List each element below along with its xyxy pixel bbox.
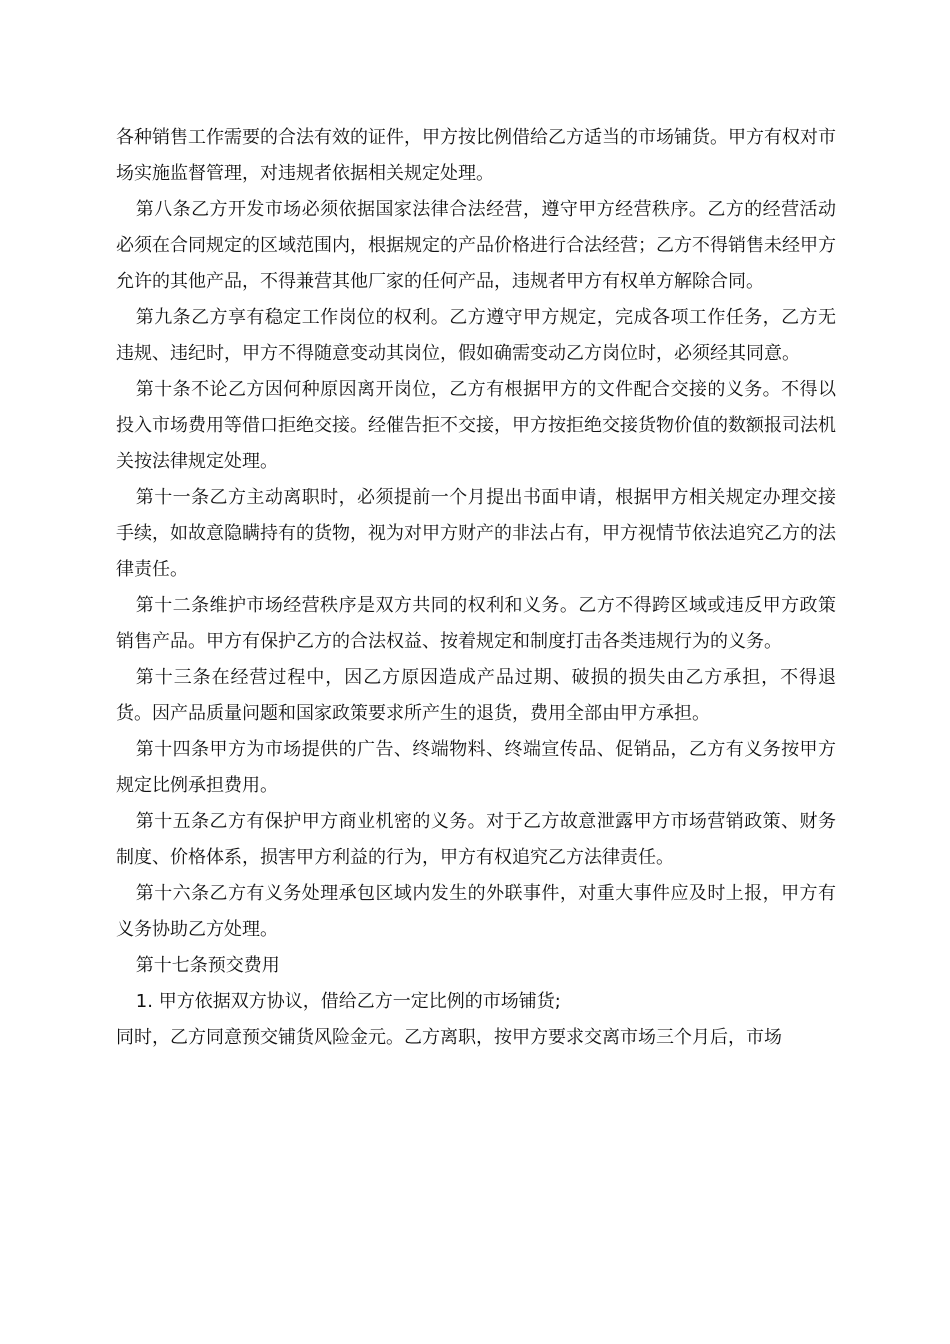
paragraph-article-8: 第八条乙方开发市场必须依据国家法律合法经营，遵守甲方经营秩序。乙方的经营活动必须在合同规定的区域范围内，根据规定的产品价格进行合法经营；乙方不得销售未经甲方允许的其他产品，不得兼营其他厂家的任何产品，违规者甲方有权单方解除合同。 xyxy=(116,199,836,292)
paragraph-article-14: 第十四条甲方为市场提供的广告、终端物料、终端宣传品、促销品，乙方有义务按甲方规定比例承担费用。 xyxy=(116,739,836,796)
paragraph-article-10: 第十条不论乙方因何种原因离开岗位，乙方有根据甲方的文件配合交接的义务。不得以投入市场费用等借口拒绝交接。经催告拒不交接，甲方按拒绝交接货物价值的数额报司法机关按法律规定处理。 xyxy=(116,379,836,472)
paragraph-article-16: 第十六条乙方有义务处理承包区域内发生的外联事件，对重大事件应及时上报，甲方有义务协助乙方处理。 xyxy=(116,883,836,940)
paragraph-article-13: 第十三条在经营过程中，因乙方原因造成产品过期、破损的损失由乙方承担，不得退货。因产品质量问题和国家政策要求所产生的退货，费用全部由甲方承担。 xyxy=(116,667,836,724)
paragraph-article-15: 第十五条乙方有保护甲方商业机密的义务。对于乙方故意泄露甲方市场营销政策、财务制度、价格体系，损害甲方利益的行为，甲方有权追究乙方法律责任。 xyxy=(116,811,836,868)
paragraph-article-11: 第十一条乙方主动离职时，必须提前一个月提出书面申请，根据甲方相关规定办理交接手续，如故意隐瞒持有的货物，视为对甲方财产的非法占有，甲方视情节依法追究乙方的法律责任。 xyxy=(116,487,836,580)
paragraph-article-9: 第九条乙方享有稳定工作岗位的权利。乙方遵守甲方规定，完成各项工作任务，乙方无违规、违纪时，甲方不得随意变动其岗位，假如确需变动乙方岗位时，必须经其同意。 xyxy=(116,307,836,364)
document-body xyxy=(116,120,836,1056)
paragraph-article-17-heading: 第十七条预交费用 xyxy=(135,955,280,976)
paragraph-article-17-item-1: 1. 甲方依据双方协议，借给乙方一定比例的市场铺货; xyxy=(135,991,561,1012)
paragraph-article-17-continuation: 同时，乙方同意预交铺货风险金元。乙方离职，按甲方要求交离市场三个月后，市场 xyxy=(116,1027,782,1048)
paragraph-article-12: 第十二条维护市场经营秩序是双方共同的权利和义务。乙方不得跨区域或违反甲方政策销售产品。甲方有保护乙方的合法权益、按着规定和制度打击各类违规行为的义务。 xyxy=(116,595,836,652)
paragraph-intro: 各种销售工作需要的合法有效的证件，甲方按比例借给乙方适当的市场铺货。甲方有权对市场实施监督管理，对违规者依据相关规定处理。 xyxy=(116,127,836,184)
